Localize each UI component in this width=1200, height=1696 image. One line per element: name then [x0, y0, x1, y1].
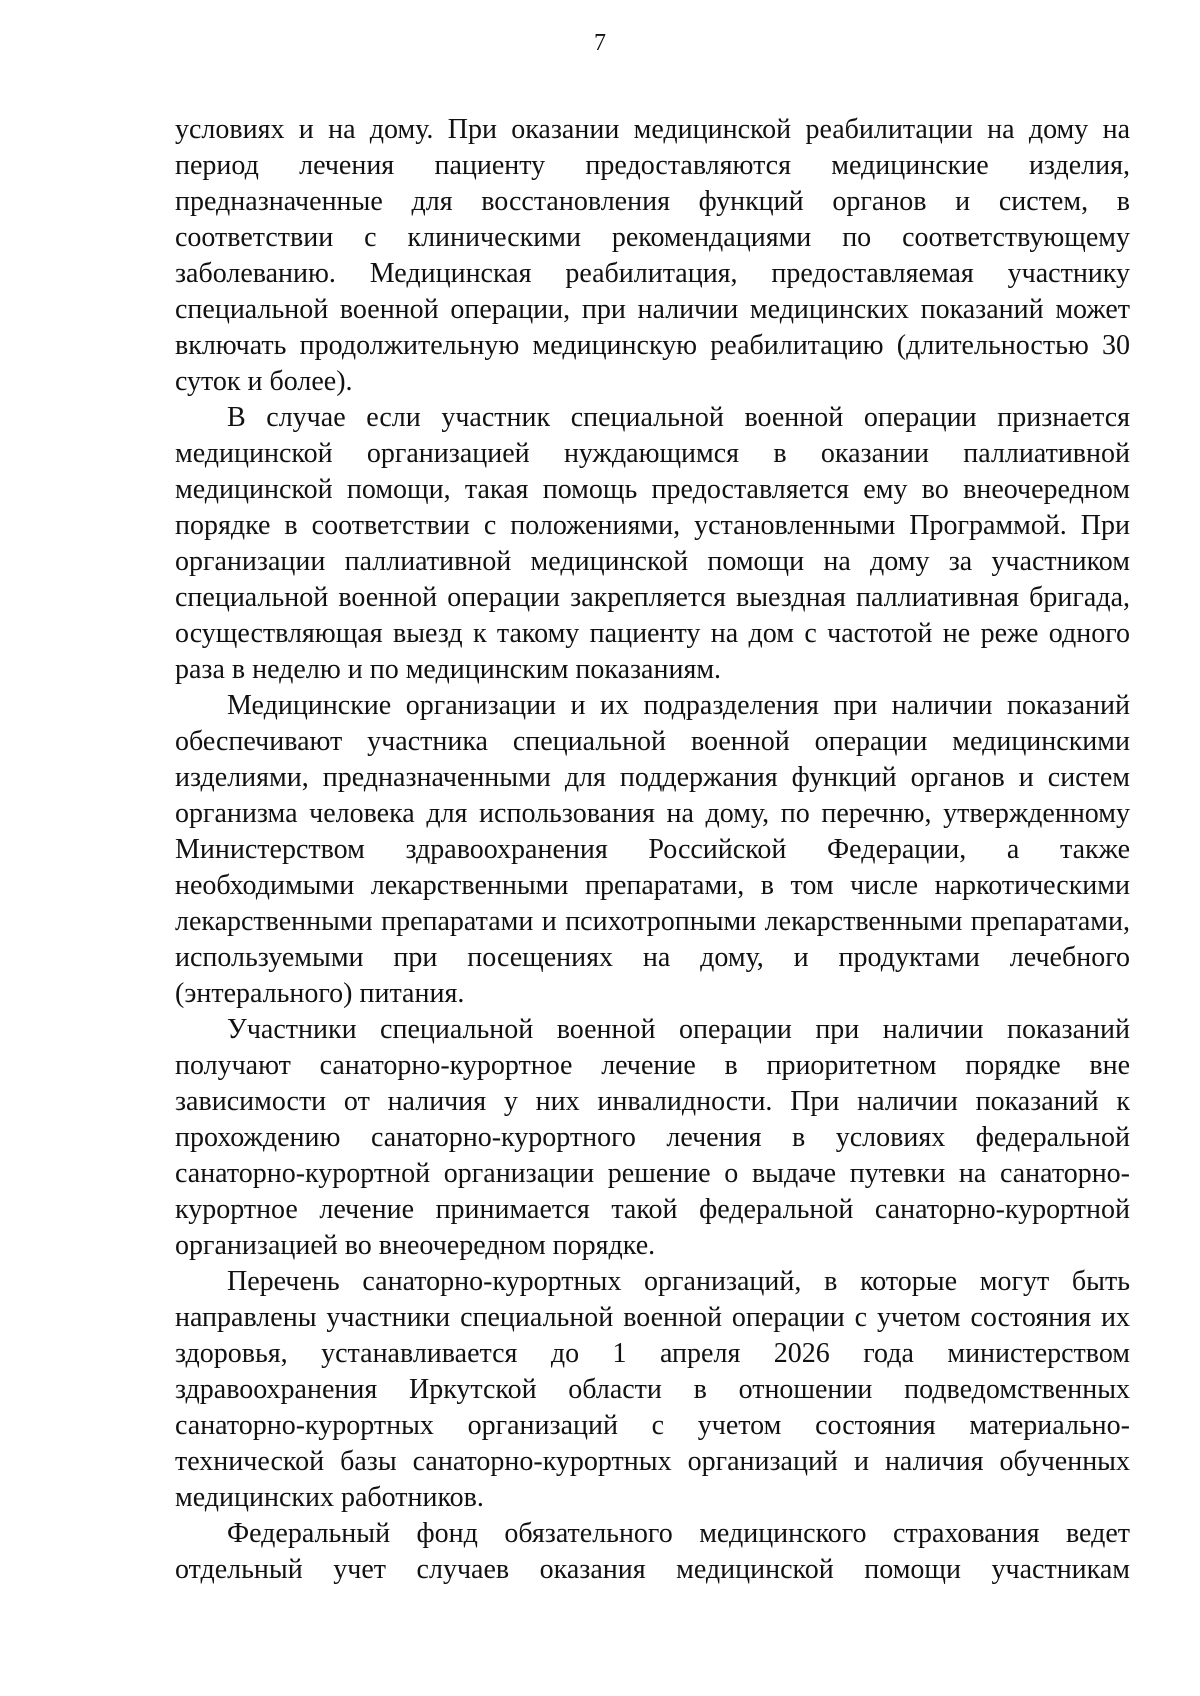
paragraph-palliative-care: В случае если участник специальной военной операции признается медицинской организацией нуждающимся в оказании паллиативной медицинской помощи, такая помощь предоставляется ему во внеочередном порядке в соответствии с положениями, установленными Программой. При организации паллиативной медицинской помощи на дому за участником специальной военной операции закрепляется выездная паллиативная бригада, осуществляющая выезд к такому пациенту на дом с частотой не реже одного раза в неделю и по медицинским показаниям. — [175, 402, 1130, 685]
page-number: 7 — [594, 30, 606, 56]
paragraph-rehabilitation-continued: условиях и на дому. При оказании медицинской реабилитации на дому на период лечения пациенту предоставляются медицинские изделия, предназначенные для восстановления функций органов и систем, в соответствии с клиническими рекомендациями по соответствующему заболеванию. Медицинская реабилитация, предоставляемая участнику специальной военной операции, при наличии медицинских показаний может включать продолжительную медицинскую реабилитацию (длительностью 30 суток и более). — [175, 114, 1130, 397]
paragraph-sanatorium-treatment: Участники специальной военной операции при наличии показаний получают санаторно-курортное лечение в приоритетном порядке вне зависимости от наличия у них инвалидности. При наличии показаний к прохождению санаторно-курортного лечения в условиях федеральной санаторно-курортной организации решение о выдаче путевки на санаторно-курортное лечение принимается такой федеральной санаторно-курортной организацией во внеочередном порядке. — [175, 1014, 1130, 1261]
paragraph-insurance-fund: Федеральный фонд обязательного медицинского страхования ведет отдельный учет случаев оказания медицинской помощи участникам — [175, 1518, 1130, 1585]
paragraph-sanatorium-list: Перечень санаторно-курортных организаций, в которые могут быть направлены участники специальной военной операции с учетом состояния их здоровья, устанавливается до 1 апреля 2026 года министерством здравоохранения Иркутской области в отношении подведомственных санаторно-курортных организаций с учетом состояния материально-технической базы санаторно-курортных организаций и наличия обученных медицинских работников. — [175, 1266, 1130, 1513]
document-body — [175, 112, 1130, 1588]
paragraph-medical-devices: Медицинские организации и их подразделения при наличии показаний обеспечивают участника специальной военной операции медицинскими изделиями, предназначенными для поддержания функций органов и систем организма человека для использования на дому, по перечню, утвержденному Министерством здравоохранения Российской Федерации, а также необходимыми лекарственными препаратами, в том числе наркотическими лекарственными препаратами и психотропными лекарственными препаратами, используемыми при посещениях на дому, и продуктами лечебного (энтерального) питания. — [175, 690, 1130, 1009]
